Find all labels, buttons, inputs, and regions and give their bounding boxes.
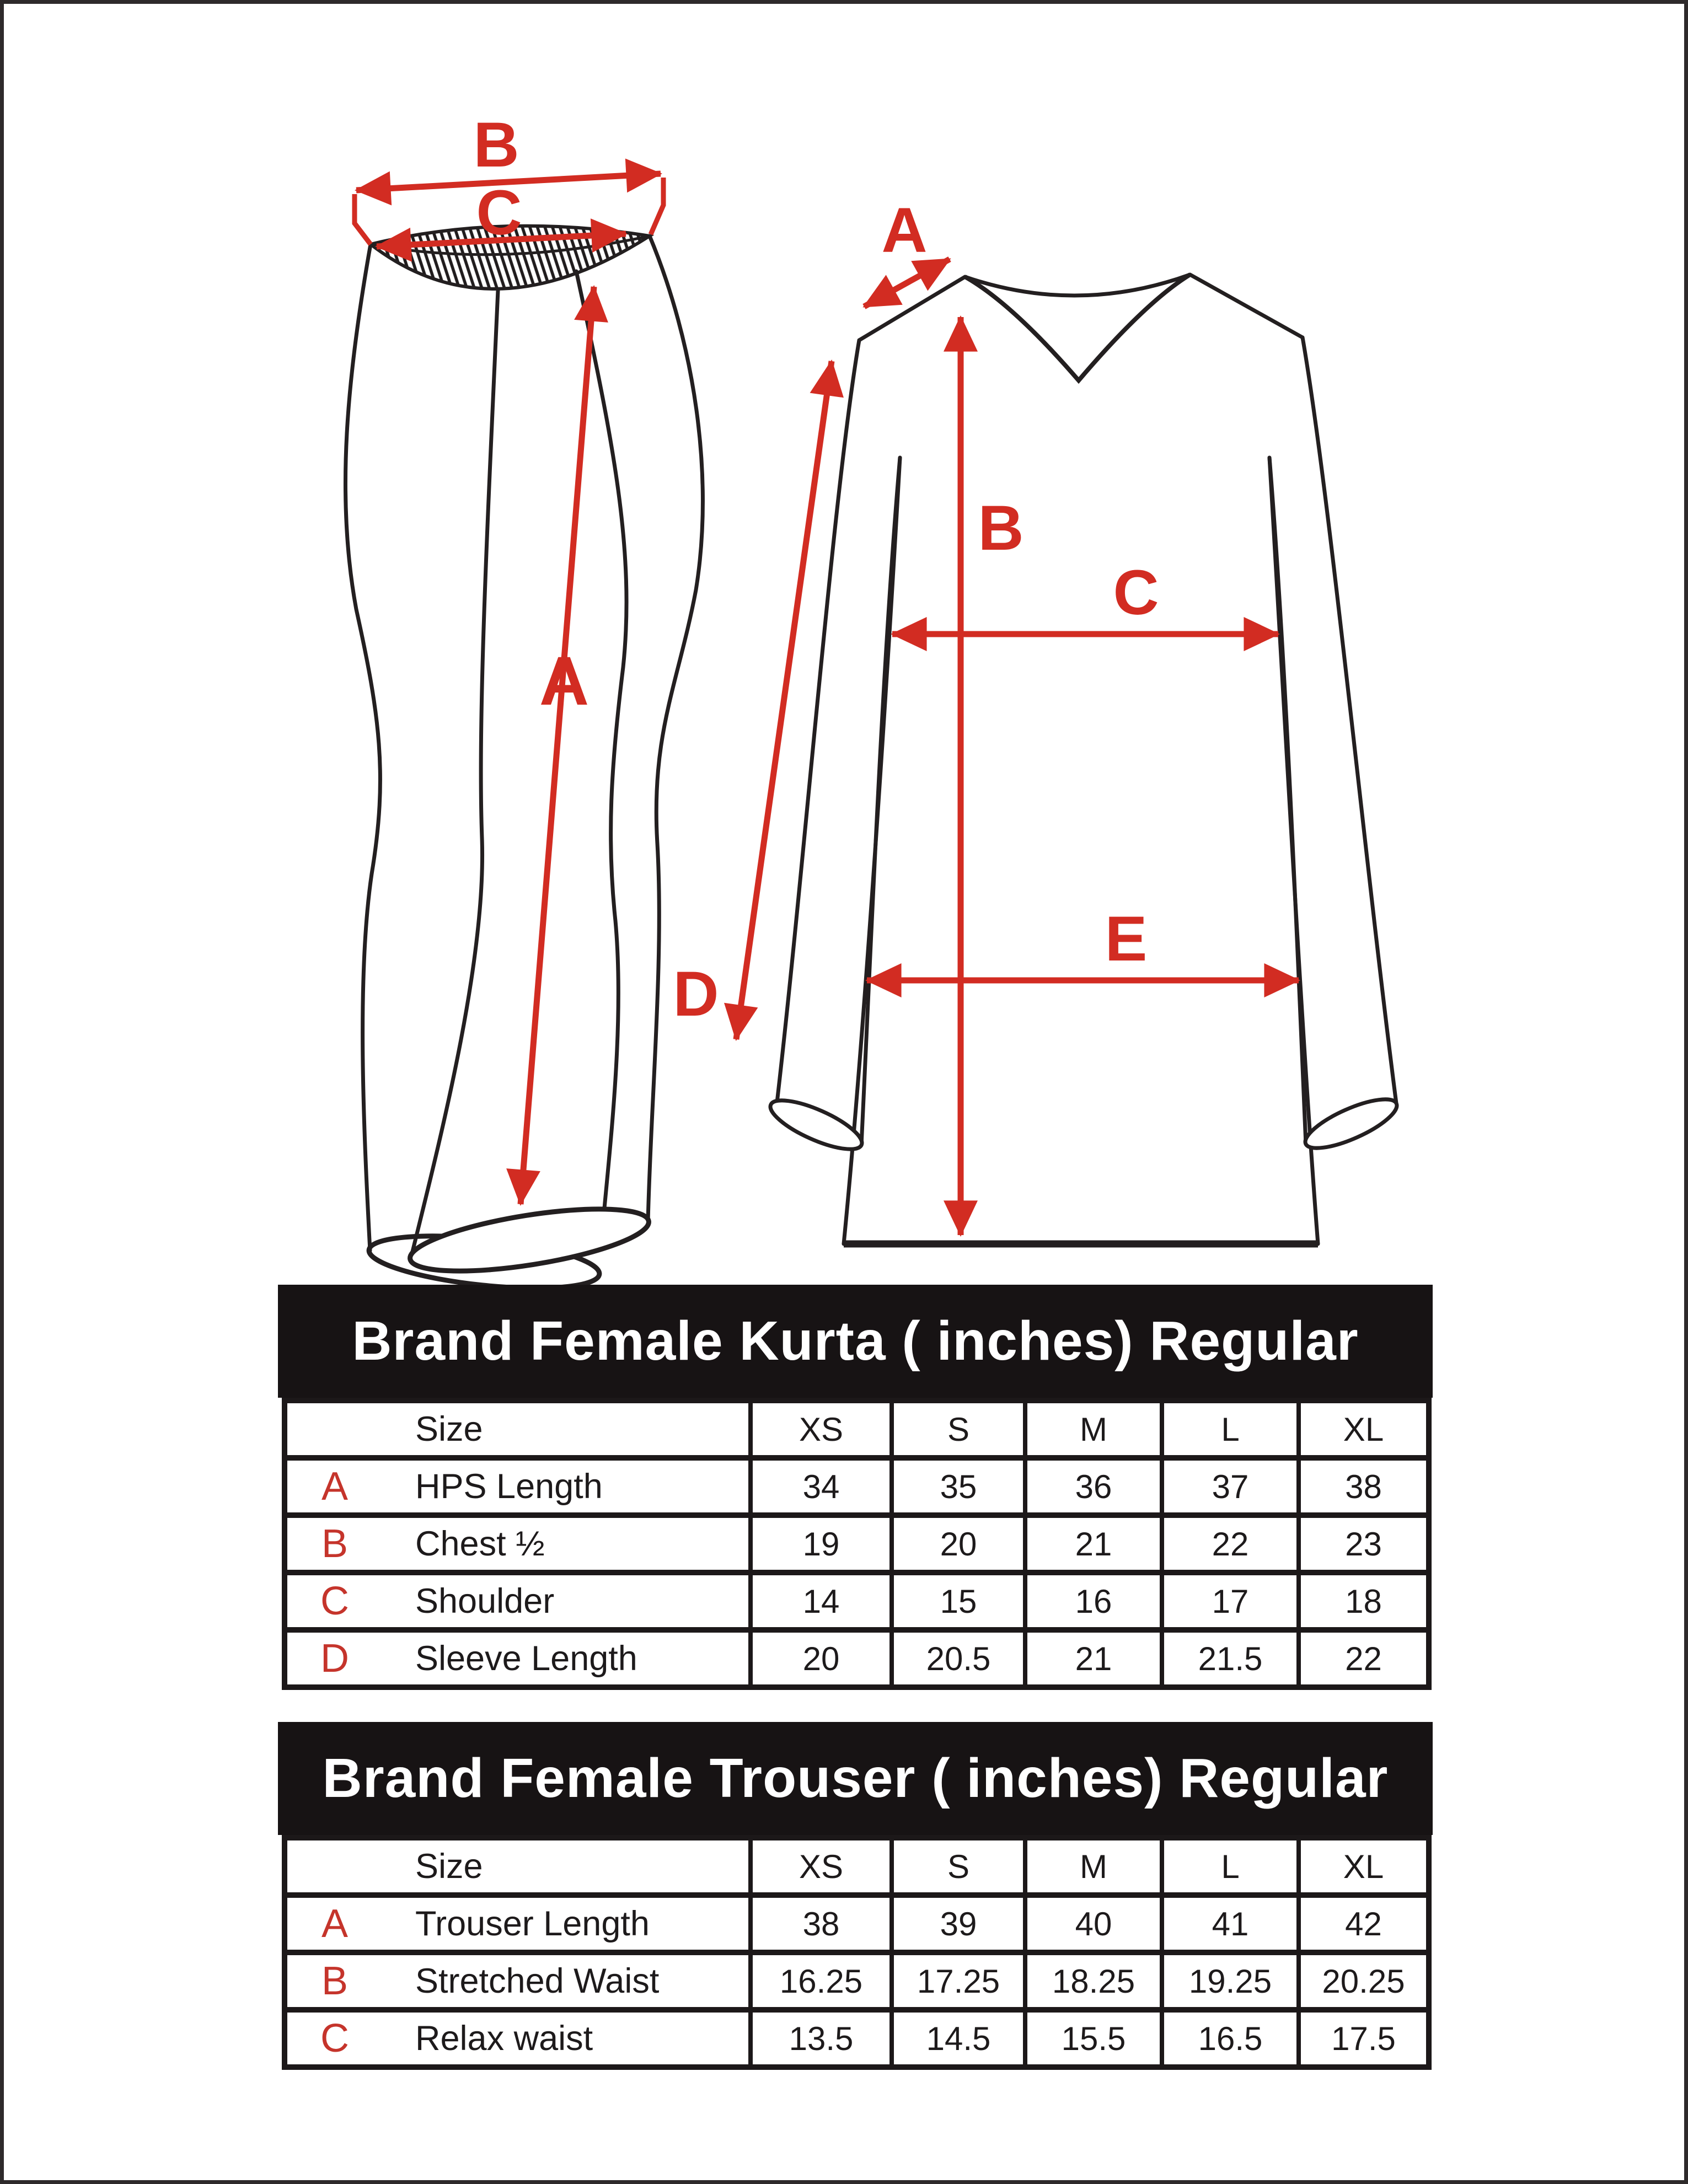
size-value: 16: [1027, 1575, 1160, 1627]
size-value: 20: [894, 1518, 1023, 1570]
kurta-right-cuff: [1300, 1090, 1402, 1158]
trouser-size-table: [282, 1835, 1432, 2070]
size-col-s: S: [894, 1840, 1023, 1892]
size-value: 22: [1164, 1518, 1296, 1570]
measure-row-name: [287, 1575, 748, 1627]
size-value: 38: [1301, 1461, 1426, 1512]
size-value: 41: [1164, 1898, 1296, 1950]
size-value: 20.5: [894, 1633, 1023, 1684]
trouser-drawing: [345, 110, 703, 1285]
measure-row-name: [287, 2013, 748, 2064]
kurta-label-e: E: [1105, 904, 1148, 974]
size-col-xs: XS: [753, 1840, 889, 1892]
size-value: 14.5: [894, 2013, 1023, 2064]
measure-name: Shoulder: [415, 1582, 555, 1620]
size-value: 34: [753, 1461, 889, 1512]
size-value: 13.5: [753, 2013, 889, 2064]
size-col-l: L: [1164, 1403, 1296, 1455]
kurta-drawing: [673, 195, 1402, 1244]
kurta-left-cuff: [765, 1091, 867, 1159]
size-value: 40: [1027, 1898, 1160, 1950]
trouser-front-hem: [406, 1196, 653, 1283]
size-value: 20.25: [1301, 1955, 1426, 2007]
size-value: 22: [1301, 1633, 1426, 1684]
kurta-back-neck: [965, 275, 1190, 296]
trouser-table-title: Brand Female Trouser ( inches) Regular: [322, 1747, 1389, 1809]
measure-row-name: [287, 1518, 748, 1570]
measure-name: HPS Length: [415, 1467, 603, 1506]
trouser-a-arrow: [521, 287, 594, 1204]
size-value: 23: [1301, 1518, 1426, 1570]
size-value: 15.5: [1027, 2013, 1160, 2064]
measure-letter: B: [321, 1522, 349, 1566]
kurta-body-left-seam: [844, 458, 900, 1244]
measure-name: Sleeve Length: [415, 1639, 637, 1678]
size-col-xs: XS: [753, 1403, 889, 1455]
size-value: 18: [1301, 1575, 1426, 1627]
kurta-size-table: [282, 1398, 1432, 1690]
kurta-v-neck: [965, 275, 1190, 380]
size-col-xl: XL: [1301, 1403, 1426, 1455]
kurta-left-shoulder-seam: [859, 277, 965, 340]
trouser-center-seam: [411, 291, 498, 1258]
size-value: 17.5: [1301, 2013, 1426, 2064]
size-value: 42: [1301, 1898, 1426, 1950]
measure-name: Relax waist: [415, 2019, 593, 2058]
measure-letter: B: [321, 1959, 349, 2003]
measure-row-name: [287, 1955, 748, 2007]
size-col-s: S: [894, 1403, 1023, 1455]
measure-name: Stretched Waist: [415, 1962, 660, 2000]
trouser-label-a: A: [539, 643, 590, 720]
measure-name: Trouser Length: [415, 1904, 650, 1943]
size-col-m: M: [1027, 1403, 1160, 1455]
trouser-label-c: C: [476, 178, 522, 248]
measure-name: Chest ½: [415, 1525, 545, 1563]
size-value: 20: [753, 1633, 889, 1684]
kurta-table-title-bar: [278, 1285, 1433, 1398]
kurta-label-c: C: [1113, 557, 1159, 628]
size-value: 21: [1027, 1518, 1160, 1570]
trouser-left-outseam: [345, 244, 380, 1251]
size-value: 14: [753, 1575, 889, 1627]
measure-letter: D: [320, 1636, 349, 1681]
measure-row-name: [287, 1898, 748, 1950]
size-value: 17.25: [894, 1955, 1023, 2007]
size-header-label: Size: [287, 1840, 748, 1892]
size-value: 39: [894, 1898, 1023, 1950]
trouser-right-outseam: [648, 236, 703, 1222]
trouser-label-b: B: [473, 110, 519, 180]
measure-letter: A: [321, 1902, 349, 1946]
kurta-right-shoulder-seam: [1190, 275, 1303, 337]
kurta-label-d: D: [673, 959, 719, 1029]
measure-row-name: [287, 1633, 748, 1684]
size-value: 38: [753, 1898, 889, 1950]
kurta-label-b: B: [978, 493, 1024, 564]
size-value: 36: [1027, 1461, 1160, 1512]
size-value: 19: [753, 1518, 889, 1570]
size-col-xl: XL: [1301, 1840, 1426, 1892]
measure-row-name: [287, 1461, 748, 1512]
size-value: 15: [894, 1575, 1023, 1627]
trouser-b-bracket-left: [355, 194, 371, 244]
measure-letter: C: [320, 2016, 349, 2060]
kurta-table-title: Brand Female Kurta ( inches) Regular: [352, 1310, 1359, 1372]
size-value: 35: [894, 1461, 1023, 1512]
size-value: 21.5: [1164, 1633, 1296, 1684]
measure-letter: A: [321, 1464, 349, 1509]
size-value: 16.5: [1164, 2013, 1296, 2064]
size-value: 16.25: [753, 1955, 889, 2007]
kurta-right-sleeve-outer: [1303, 337, 1396, 1103]
size-col-m: M: [1027, 1840, 1160, 1892]
trouser-b-bracket-right: [651, 178, 663, 234]
size-value: 17: [1164, 1575, 1296, 1627]
size-col-l: L: [1164, 1840, 1296, 1892]
size-value: 37: [1164, 1461, 1296, 1512]
kurta-label-a: A: [881, 195, 928, 266]
trouser-table-title-bar: [278, 1722, 1433, 1835]
size-value: 21: [1027, 1633, 1160, 1684]
size-value: 19.25: [1164, 1955, 1296, 2007]
size-value: 18.25: [1027, 1955, 1160, 2007]
measure-letter: C: [320, 1579, 349, 1623]
size-header-label: Size: [287, 1403, 748, 1455]
kurta-a-arrow: [864, 259, 950, 307]
